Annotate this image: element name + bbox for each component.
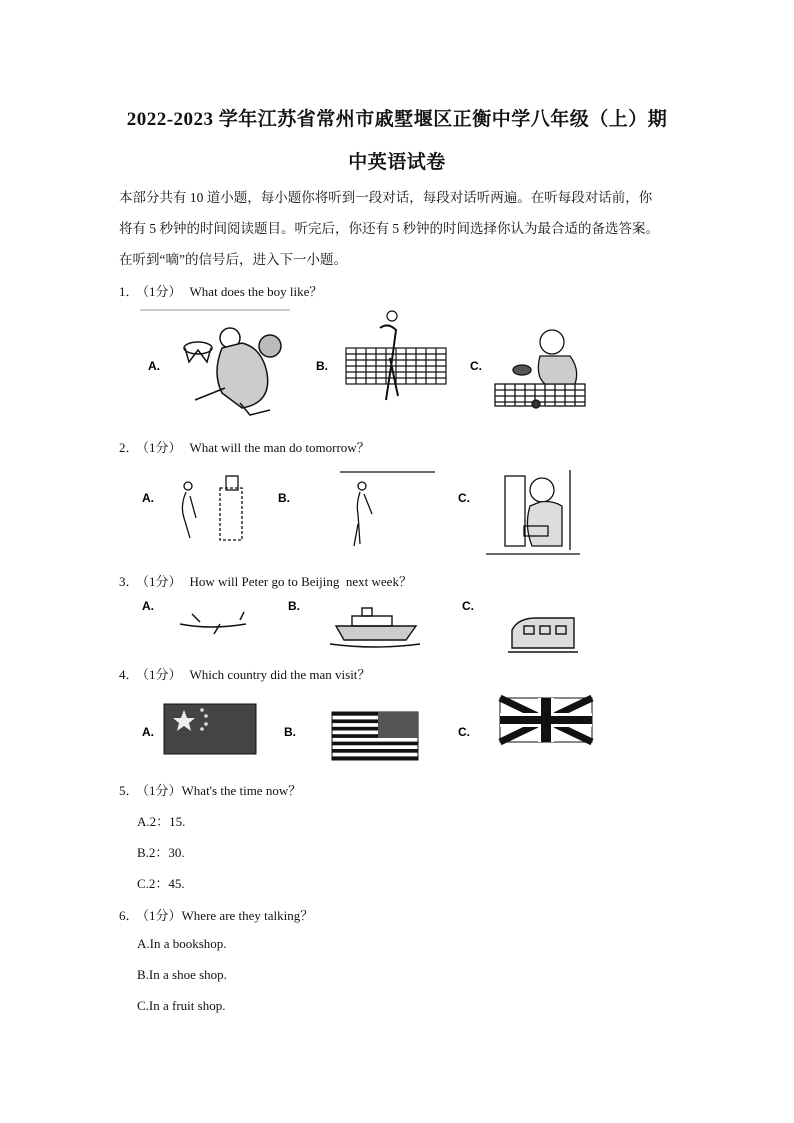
option-label-c: C. — [470, 359, 482, 373]
option-label-b: B. — [316, 359, 328, 373]
basketball-icon — [140, 310, 290, 415]
option-c[interactable]: C.In a fruit shop. — [137, 998, 226, 1013]
option-label-b: B. — [284, 725, 296, 739]
question-6 — [119, 905, 313, 924]
page-title: 2022-2023 学年江苏省常州市戚墅堰区正衡中学八年级（上）期 — [126, 109, 668, 130]
question-points: （1分） — [142, 783, 182, 798]
question-points: （1分） — [142, 284, 182, 299]
volleyball-icon — [346, 311, 446, 400]
question-points: （1分） — [142, 908, 182, 923]
question-2-pictures — [140, 466, 600, 558]
question-2 — [119, 437, 370, 456]
question-number: 2． — [119, 440, 139, 455]
question-text: How will Peter go to Beijing next week？ — [189, 574, 412, 589]
question-5 — [119, 780, 301, 799]
question-number: 4． — [119, 667, 139, 682]
option-label-c: C. — [462, 599, 474, 613]
question-text: Which country did the man visit？ — [189, 667, 371, 682]
option-a[interactable]: A.2：15. — [137, 814, 186, 829]
option-c[interactable]: C.2：45. — [137, 876, 185, 891]
question-number: 6． — [119, 908, 139, 923]
question-points: （1分） — [142, 440, 182, 455]
option-b[interactable]: B.In a shoe shop. — [137, 967, 227, 982]
page-title-line2: 中英语试卷 — [348, 152, 446, 173]
option-a[interactable]: A.In a bookshop. — [137, 936, 227, 951]
instruction-line: 将有 5 秒钟的时间阅读题目。听完后，你还有 5 秒钟的时间选择你认为最合适的备选答案。 — [119, 221, 659, 236]
option-label-c: C. — [458, 491, 470, 505]
instruction-line: 在听到“嘀”的信号后，进入下一小题。 — [119, 252, 347, 267]
walking-icon — [340, 472, 435, 546]
question-text: What does the boy like？ — [189, 284, 323, 299]
question-3-pictures — [140, 596, 600, 658]
option-label-b: B. — [288, 599, 300, 613]
question-1 — [119, 281, 322, 300]
plane-icon — [180, 612, 246, 634]
option-label-c: C. — [458, 725, 470, 739]
train-icon — [508, 618, 578, 652]
china-flag-icon — [164, 704, 256, 754]
usa-flag-icon — [332, 712, 418, 760]
reading-icon — [486, 470, 580, 554]
question-number: 5． — [119, 783, 139, 798]
question-4-pictures — [140, 696, 600, 768]
question-4 — [119, 664, 370, 683]
option-label-a: A. — [142, 491, 154, 505]
question-text: What's the time now？ — [181, 783, 302, 798]
option-b[interactable]: B.2：30. — [137, 845, 185, 860]
question-number: 1． — [119, 284, 139, 299]
shopping-icon — [182, 476, 242, 540]
question-points: （1分） — [142, 574, 182, 589]
question-text: What will the man do tomorrow？ — [189, 440, 370, 455]
question-1-pictures — [140, 308, 600, 420]
question-points: （1分） — [142, 667, 182, 682]
option-label-a: A. — [142, 725, 154, 739]
table-tennis-icon — [495, 330, 585, 408]
question-number: 3． — [119, 574, 139, 589]
instruction-line: 本部分共有 10 道小题，每小题你将听到一段对话，每段对话听两遍。在听每段对话前，你 — [119, 190, 653, 205]
uk-flag-icon — [500, 698, 592, 742]
question-3 — [119, 571, 412, 590]
option-label-a: A. — [142, 599, 154, 613]
option-label-a: A. — [148, 359, 160, 373]
ship-icon — [330, 608, 420, 647]
question-text: Where are they talking？ — [181, 908, 314, 923]
option-label-b: B. — [278, 491, 290, 505]
